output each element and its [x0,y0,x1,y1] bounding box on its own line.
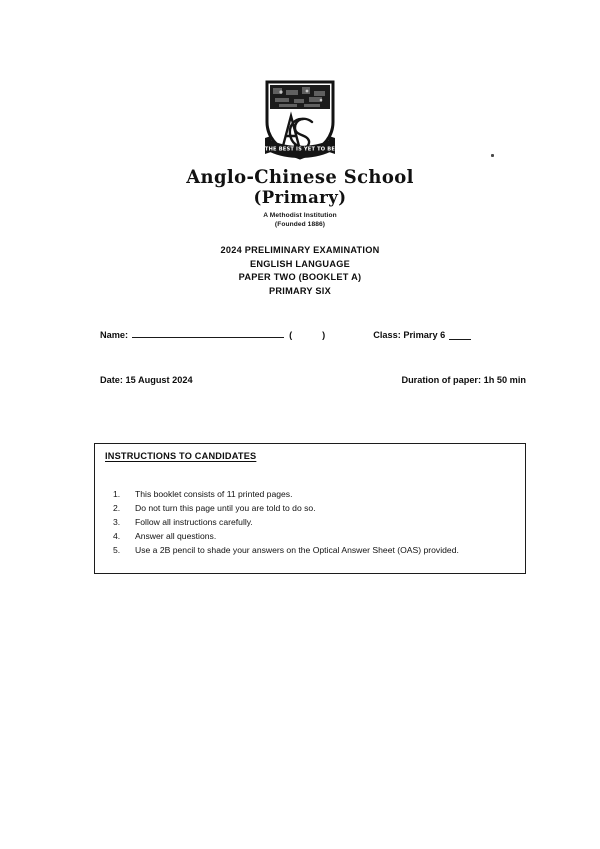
class-input-rule[interactable] [449,338,471,340]
list-item-text: Do not turn this page until you are told to do so. [135,502,316,513]
instructions-heading: INSTRUCTIONS TO CANDIDATES [105,451,257,461]
candidate-particulars [100,330,526,385]
name-class-row [100,330,526,340]
list-item-number: 5. [113,544,121,555]
list-item-number: 1. [113,489,121,499]
crest-motto-text: THE BEST IS YET TO BE [264,146,336,153]
name-input-rule[interactable] [132,336,284,338]
list-item [113,544,515,558]
list-item-number: 2. [113,502,121,513]
list-item [113,530,515,544]
school-name-line1: Anglo-Chinese School [186,167,414,188]
list-item-number: 4. [113,530,121,541]
list-item [113,516,515,530]
list-item-text: Use a 2B pencil to shade your answers on the Optical Answer Sheet (OAS) provided. [135,544,459,555]
date-label: Date: 15 August 2024 [100,375,193,385]
affiliation-line2: (Founded 1886) [274,220,326,228]
list-item [113,488,515,502]
school-crest [0,78,600,166]
index-paren-open: ( [289,330,293,340]
exam-title-block [0,244,600,298]
list-item-text: Follow all instructions carefully. [135,516,253,527]
list-item-text: This booklet consists of 11 printed pages. [135,489,293,499]
list-item [113,502,515,516]
index-paren-close: ) [322,330,326,340]
list-item-text: Answer all questions. [135,530,217,541]
affiliation-line1: A Methodist Institution [263,212,337,219]
instructions-box [94,443,526,574]
duration-label: Duration of paper: 1h 50 min [401,375,526,385]
school-affiliation [0,212,600,229]
school-name [9,168,591,207]
list-item-number: 3. [113,516,121,527]
instructions-list [113,488,515,558]
scan-artifact-speck [491,154,494,157]
date-duration-row [100,375,526,385]
exam-title-line3: PAPER TWO (BOOKLET A) [238,272,362,283]
exam-title-line1: 2024 PRELIMINARY EXAMINATION [220,245,380,255]
class-label: Class: Primary 6 [373,330,446,340]
school-crest-graphic [257,78,343,166]
school-name-line2: (Primary) [253,187,347,208]
exam-title-line2: ENGLISH LANGUAGE [250,258,350,269]
name-label: Name: [100,330,129,340]
exam-title-line4: PRIMARY SIX [269,285,331,296]
